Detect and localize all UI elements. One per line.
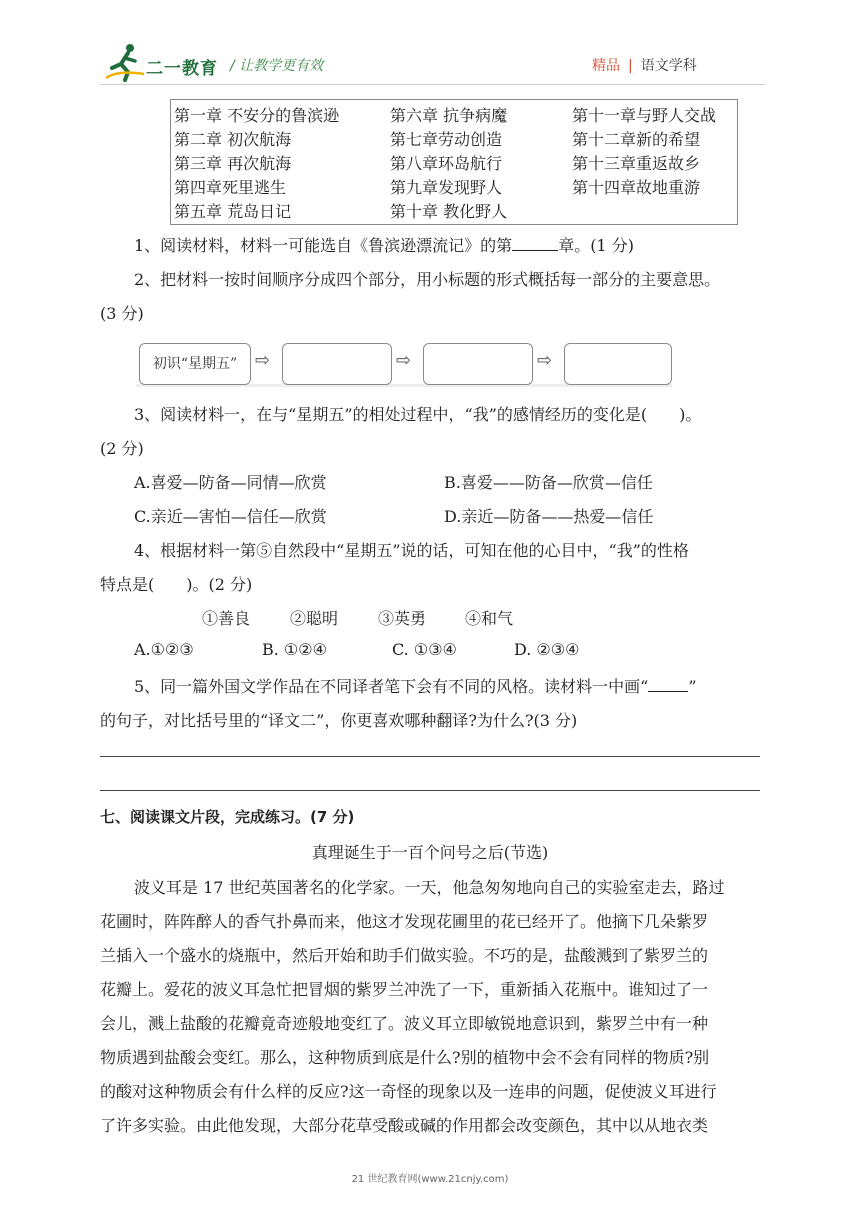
q4-trait: ③英勇: [378, 609, 427, 628]
article-line: 的酸对这种物质会有什么样的反应?这一奇怪的现象以及一连串的问题，促使波义耳进行: [100, 1082, 717, 1101]
flow-box-answer-3[interactable]: [423, 343, 533, 385]
subject-label: 语文学科: [640, 58, 697, 74]
q3-option-d[interactable]: D.亲近—防备——热爱—信任: [444, 507, 654, 526]
answer-line[interactable]: [100, 790, 760, 791]
flow-box-answer-4[interactable]: [564, 343, 672, 385]
question-1: [134, 233, 634, 256]
article-title: 真理诞生于一百个问号之后(节选): [311, 843, 549, 862]
flow-box-first: 初识“星期五”: [139, 343, 251, 385]
q4-trait: ④和气: [465, 609, 514, 628]
article-line: 花圃时，阵阵醉人的香气扑鼻而来，他这才发现花圃里的花已经开了。他摘下几朵紫罗: [100, 912, 709, 931]
toc-cell: 第十章 教化野人: [390, 202, 508, 221]
toc-cell: 第十二章新的希望: [572, 130, 701, 149]
toc-cell: 第四章死里逃生: [174, 178, 287, 197]
q3-option-a[interactable]: A.喜爱—防备—同情—欣赏: [134, 473, 327, 492]
question-3-line-1: 3、阅读材料一，在与“星期五”的相处过程中，“我”的感情经历的变化是( )。: [134, 405, 702, 424]
toc-cell: 第三章 再次航海: [174, 154, 292, 173]
q4-trait: ①善良: [202, 609, 251, 628]
header-right: [592, 55, 697, 75]
toc-cell: 第十一章与野人交战: [572, 106, 717, 125]
page-footer: 21 世纪教育网(www.21cnjy.com): [351, 1174, 509, 1185]
article-line: 了许多实验。由此他发现，大部分花草受酸或碱的作用都会改变颜色，其中以从地衣类: [100, 1116, 709, 1135]
toc-cell: 第一章 不安分的鲁滨逊: [174, 106, 340, 125]
toc-cell: 第二章 初次航海: [174, 130, 292, 149]
q5-text-b: ”: [688, 677, 697, 696]
running-man-logo-icon: [104, 42, 146, 82]
q1-text-a: 1、阅读材料，材料一可能选自《鲁滨逊漂流记》的第: [134, 236, 513, 255]
article-line: 物质遇到盐酸会变红。那么，这种物质到底是什么?别的植物中会不会有同样的物质?别: [100, 1048, 710, 1067]
answer-line[interactable]: [100, 756, 760, 757]
article-line: 花瓣上。爱花的波义耳急忙把冒烟的紫罗兰冲洗了一下，重新插入花瓶中。谁知过了一: [100, 980, 709, 999]
arrow-right-icon: ⇨: [396, 350, 412, 371]
article-line: 兰插入一个盛水的烧瓶中，然后开始和助手们做实验。不巧的是，盐酸溅到了紫罗兰的: [100, 946, 709, 965]
chapter-table: [170, 99, 738, 225]
article-line: 会儿，溅上盐酸的花瓣竟奇迹般地变红了。波义耳立即敏锐地意识到，紫罗兰中有一种: [100, 1014, 709, 1033]
q5-text-a: 5、同一篇外国文学作品在不同译者笔下会有不同的风格。读材料一中画“: [134, 677, 649, 696]
q3-option-c[interactable]: C.亲近—害怕—信任—欣赏: [134, 507, 327, 526]
question-3-line-2: (2 分): [100, 439, 144, 458]
q1-answer-blank[interactable]: [512, 236, 558, 251]
toc-cell: 第五章 荒岛日记: [174, 202, 292, 221]
header-divider: [100, 84, 765, 85]
q3-option-b[interactable]: B.喜爱——防备—欣赏—信任: [444, 473, 653, 492]
q4-option-d[interactable]: D. ②③④: [514, 640, 580, 659]
header-separator: |: [628, 58, 633, 74]
q4-trait: ②聪明: [290, 609, 339, 628]
toc-cell: 第六章 抗争病魔: [390, 106, 508, 125]
quality-label: 精品: [592, 58, 620, 74]
logo-text: 二一教育: [146, 59, 218, 79]
section-7-title: 七、阅读课文片段，完成练习。(7 分): [100, 808, 355, 826]
question-5-line-2: 的句子，对比括号里的“译文二”，你更喜欢哪种翻译?为什么?(3 分): [100, 711, 578, 730]
question-4-line-2: 特点是( )。(2 分): [100, 575, 253, 594]
flow-box-answer-2[interactable]: [282, 343, 392, 385]
toc-cell: 第十三章重返故乡: [572, 154, 701, 173]
arrow-right-icon: ⇨: [255, 350, 271, 371]
question-2-line-2: (3 分): [100, 304, 144, 323]
q5-underline-mark: [648, 677, 688, 692]
q4-option-c[interactable]: C. ①③④: [392, 640, 457, 659]
toc-cell: 第十四章故地重游: [572, 178, 701, 197]
q1-text-b: 章。(1 分): [558, 236, 634, 255]
question-5-line-1: [134, 674, 697, 697]
question-4-line-1: 4、根据材料一第⑤自然段中“星期五”说的话，可知在他的心目中，“我”的性格: [134, 541, 689, 560]
toc-cell: 第九章发现野人: [390, 178, 503, 197]
arrow-right-icon: ⇨: [537, 350, 553, 371]
question-2-line-1: 2、把材料一按时间顺序分成四个部分，用小标题的形式概括每一部分的主要意思。: [134, 270, 721, 289]
page-header: [0, 0, 860, 92]
toc-cell: 第八章环岛航行: [390, 154, 503, 173]
q4-option-b[interactable]: B. ①②④: [262, 640, 327, 659]
article-line: 波义耳是 17 世纪英国著名的化学家。一天，他急匆匆地向自己的实验室走去，路过: [134, 878, 725, 897]
toc-cell: 第七章劳动创造: [390, 130, 503, 149]
slogan: / 让教学更有效: [230, 58, 324, 74]
q4-option-a[interactable]: A.①②③: [134, 640, 194, 659]
